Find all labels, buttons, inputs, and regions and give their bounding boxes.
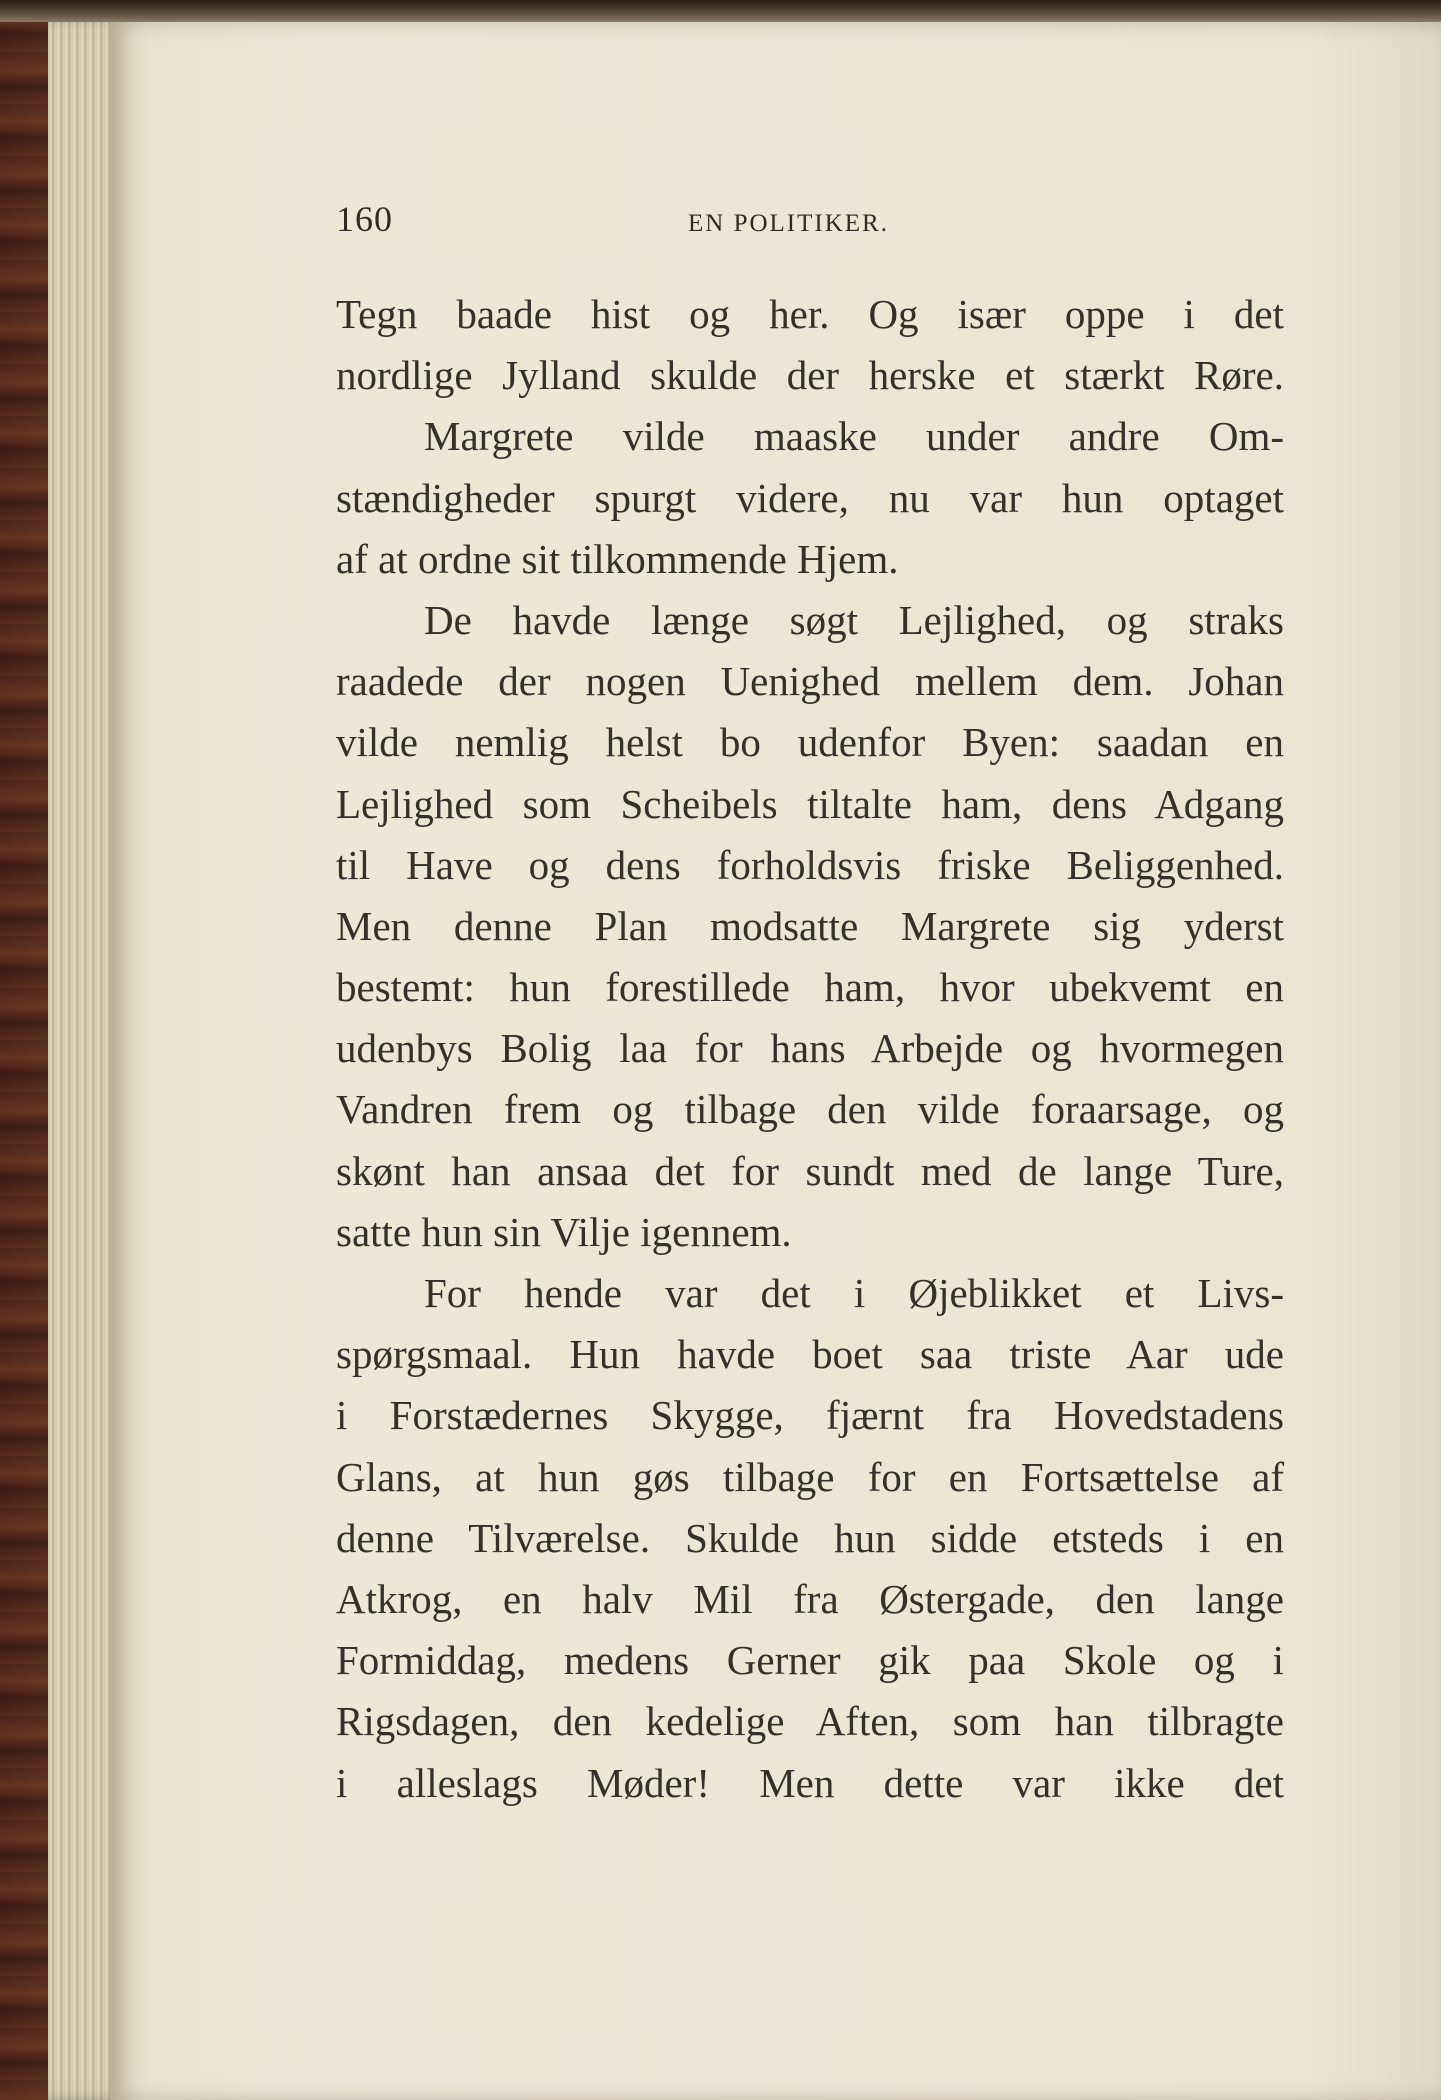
text-line: til Have og dens forholdsvis friske Beliggenhed. xyxy=(336,841,1284,888)
text-line: Margrete vilde maaske under andre Om- xyxy=(424,413,1284,460)
running-title: EN POLITIKER. xyxy=(688,210,889,237)
text-line: udenbys Bolig laa for hans Arbejde og hvormegen xyxy=(336,1025,1284,1072)
text-line: Vandren frem og tilbage den vilde foraarsage, og xyxy=(336,1086,1284,1133)
page-header xyxy=(336,198,1286,248)
text-line: Lejlighed som Scheibels tiltalte ham, dens Adgang xyxy=(336,780,1284,827)
text-line: i Forstædernes Skygge, fjærnt fra Hovedstadens xyxy=(336,1392,1284,1439)
text-line: spørgsmaal. Hun havde boet saa triste Aar ude xyxy=(336,1331,1284,1378)
text-line: denne Tilværelse. Skulde hun sidde etsteds i en xyxy=(336,1514,1284,1561)
text-line: af at ordne sit tilkommende Hjem. xyxy=(336,535,899,582)
text-line: skønt han ansaa det for sundt med de lange Ture, xyxy=(336,1147,1284,1194)
text-line: De havde længe søgt Lejlighed, og straks xyxy=(424,596,1284,643)
text-line: Atkrog, en halv Mil fra Østergade, den lange xyxy=(336,1575,1284,1622)
text-line: satte hun sin Vilje igennem. xyxy=(336,1208,792,1255)
text-line: raadede der nogen Uenighed mellem dem. Johan xyxy=(336,658,1284,705)
text-line: stændigheder spurgt videre, nu var hun optaget xyxy=(336,474,1284,521)
text-line: Formiddag, medens Gerner gik paa Skole og i xyxy=(336,1637,1284,1684)
page-top-edge xyxy=(0,0,1441,22)
text-line: Tegn baade hist og her. Og især oppe i det xyxy=(336,291,1284,337)
text-line: i alleslags Møder! Men dette var ikke det xyxy=(336,1759,1284,1806)
text-line: Rigsdagen, den kedelige Aften, som han tilbragte xyxy=(336,1698,1284,1745)
text-line: nordlige Jylland skulde der herske et stærkt Røre. xyxy=(336,352,1284,399)
text-line: vilde nemlig helst bo udenfor Byen: saadan en xyxy=(336,719,1284,766)
text-line: Glans, at hun gøs tilbage for en Fortsættelse af xyxy=(336,1453,1284,1500)
body-text xyxy=(336,284,1284,1814)
text-line: Men denne Plan modsatte Margrete sig yderst xyxy=(336,902,1284,949)
page-number: 160 xyxy=(336,199,393,239)
text-line: bestemt: hun forestillede ham, hvor ubekvemt en xyxy=(336,964,1284,1011)
text-line: For hende var det i Øjeblikket et Livs- xyxy=(424,1270,1284,1316)
